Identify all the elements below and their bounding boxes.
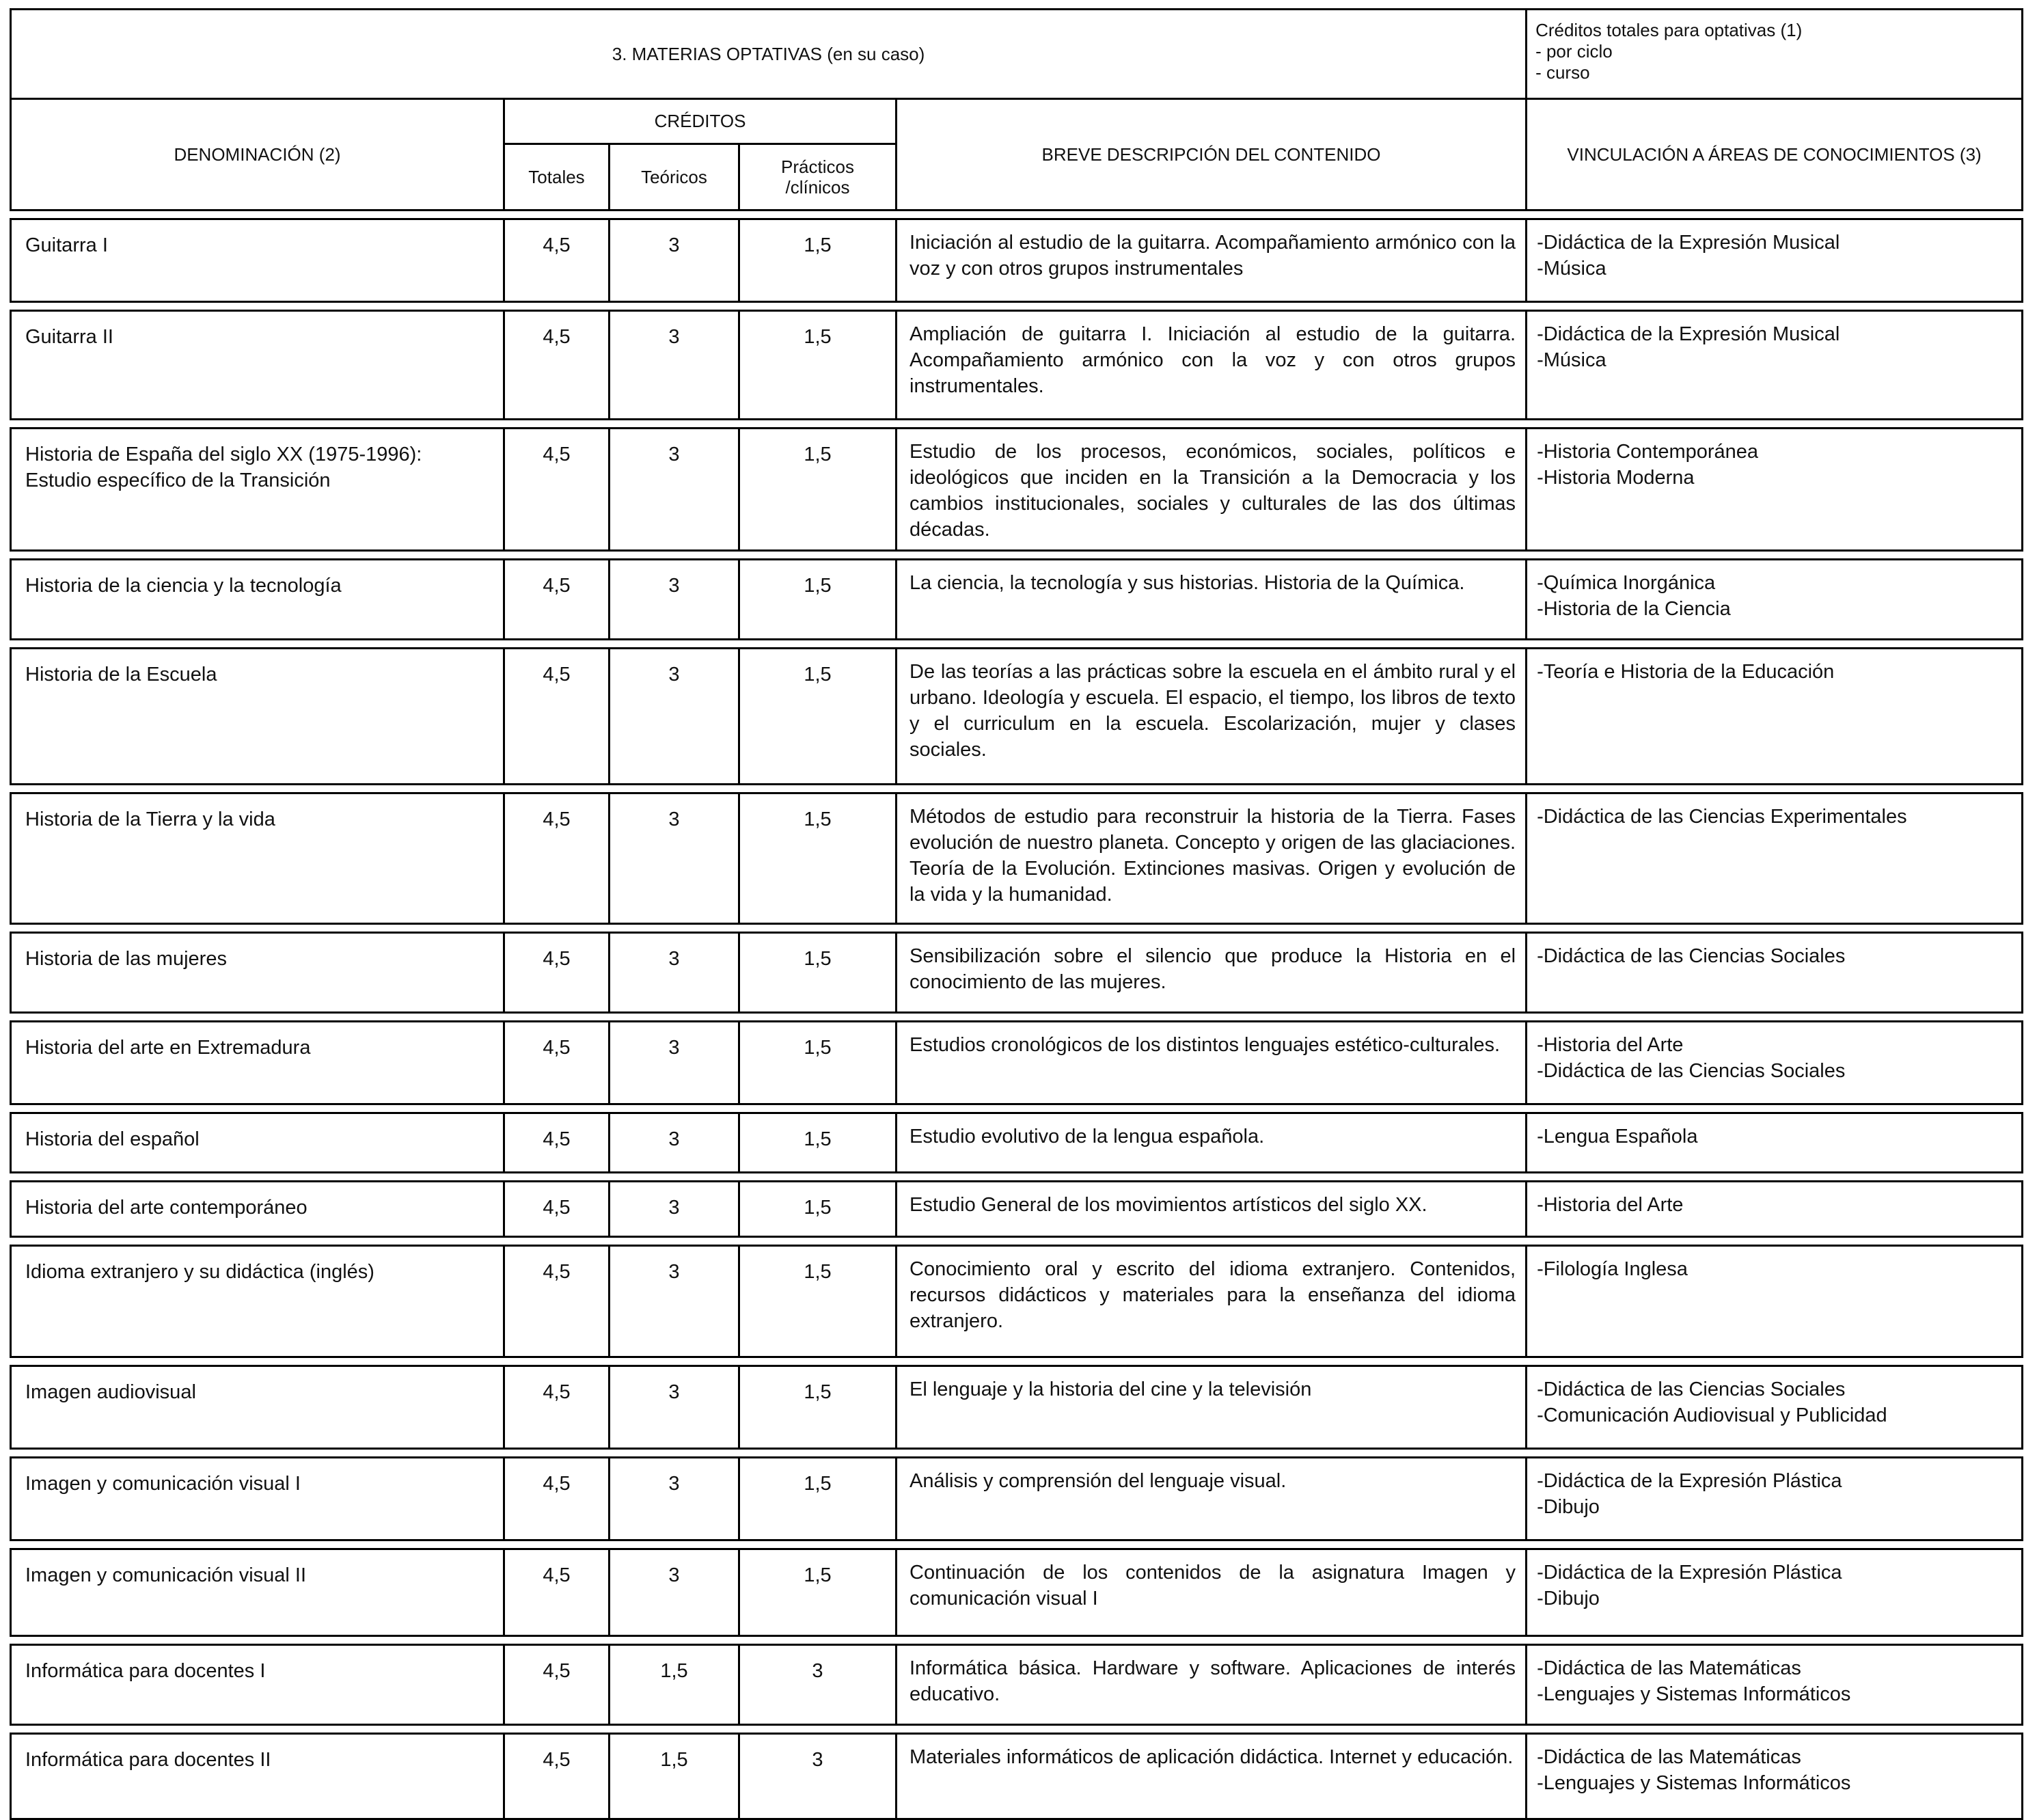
knowledge-areas: [1527, 1022, 2023, 1104]
knowledge-area-item: -Dibujo: [1537, 1588, 1600, 1610]
knowledge-area-item: -Didáctica de las Ciencias Sociales: [1537, 1378, 1846, 1400]
credits-practicos: 1,5: [739, 1458, 897, 1540]
header-creditos: CRÉDITOS: [504, 99, 897, 144]
credits-totales: 4,5: [504, 1734, 610, 1819]
knowledge-area-item: -Historia Contemporánea: [1537, 441, 1759, 463]
subject-name: Historia de España del siglo XX (1975-1996): Estudio específico de la Transición: [11, 429, 504, 551]
credits-practicos: 1,5: [739, 311, 897, 420]
table-row: [11, 793, 2023, 924]
subject-name: Historia del español: [11, 1113, 504, 1173]
content-description: La ciencia, la tecnología y sus historias. Historia de la Química.: [897, 560, 1527, 640]
credits-teoricos: 3: [610, 1022, 739, 1104]
content-description: Sensibilización sobre el silencio que produce la Historia en el conocimiento de las mujeres.: [897, 933, 1527, 1013]
table-row: [11, 649, 2023, 785]
credits-practicos: 1,5: [739, 1246, 897, 1357]
credits-practicos: 1,5: [739, 1182, 897, 1237]
credits-practicos: 1,5: [739, 1366, 897, 1449]
credits-teoricos: 3: [610, 429, 739, 551]
subject-name: Imagen y comunicación visual II: [11, 1549, 504, 1636]
knowledge-area-item: -Lenguajes y Sistemas Informáticos: [1537, 1772, 1851, 1794]
subject-name: Historia de las mujeres: [11, 933, 504, 1013]
knowledge-areas: [1527, 1734, 2023, 1819]
row-gap: [11, 210, 2023, 219]
credits-practicos: 1,5: [739, 1022, 897, 1104]
credits-teoricos: 3: [610, 649, 739, 785]
knowledge-area-item: -Didáctica de las Ciencias Experimentales: [1537, 806, 1907, 828]
credits-teoricos: 3: [610, 219, 739, 302]
credits-totales: 4,5: [504, 933, 610, 1013]
knowledge-area-item: -Lenguajes y Sistemas Informáticos: [1537, 1683, 1851, 1705]
knowledge-area-item: -Dibujo: [1537, 1496, 1600, 1518]
knowledge-area-item: -Didáctica de la Expresión Plástica: [1537, 1470, 1842, 1492]
content-description: Informática básica. Hardware y software. Aplicaciones de interés educativo.: [897, 1645, 1527, 1725]
knowledge-areas: [1527, 1246, 2023, 1357]
knowledge-area-item: -Didáctica de las Matemáticas: [1537, 1746, 1801, 1768]
knowledge-areas: [1527, 560, 2023, 640]
content-description: El lenguaje y la historia del cine y la televisión: [897, 1366, 1527, 1449]
credits-teoricos: 3: [610, 560, 739, 640]
subject-name: Imagen audiovisual: [11, 1366, 504, 1449]
credits-totales: 4,5: [504, 1182, 610, 1237]
row-gap-cell: [11, 1173, 2023, 1182]
knowledge-area-item: -Música: [1537, 349, 1606, 371]
content-description: Continuación de los contenidos de la asignatura Imagen y comunicación visual I: [897, 1549, 1527, 1636]
knowledge-areas: [1527, 1113, 2023, 1173]
row-gap-cell: [11, 924, 2023, 933]
credits-teoricos: 3: [610, 1182, 739, 1237]
row-gap: [11, 1540, 2023, 1549]
header-descripcion: BREVE DESCRIPCIÓN DEL CONTENIDO: [897, 99, 1527, 210]
knowledge-areas: [1527, 933, 2023, 1013]
row-gap: [11, 1636, 2023, 1645]
credits-teoricos: 1,5: [610, 1734, 739, 1819]
table-row: [11, 1645, 2023, 1725]
content-description: Estudio evolutivo de la lengua española.: [897, 1113, 1527, 1173]
knowledge-area-item: -Teoría e Historia de la Educación: [1537, 661, 1835, 683]
subject-name: Historia del arte contemporáneo: [11, 1182, 504, 1237]
table-row: [11, 311, 2023, 420]
knowledge-area-item: -Historia del Arte: [1537, 1194, 1684, 1216]
subject-name: Historia de la Escuela: [11, 649, 504, 785]
credits-totales: 4,5: [504, 1366, 610, 1449]
subject-name: Informática para docentes II: [11, 1734, 504, 1819]
credits-totales: 4,5: [504, 219, 610, 302]
content-description: Iniciación al estudio de la guitarra. Acompañamiento armónico con la voz y con otros grupos instrumentales: [897, 219, 1527, 302]
knowledge-areas: [1527, 1549, 2023, 1636]
credits-total-line: - curso: [1535, 62, 1590, 83]
knowledge-areas: [1527, 1366, 2023, 1449]
credits-teoricos: 3: [610, 1246, 739, 1357]
content-description: Métodos de estudio para reconstruir la historia de la Tierra. Fases evolución de nuestro planeta. Concepto y origen de las glaciaciones. Teoría de la Evolución. Extinciones masivas. Origen y evolución de la vida y la humanidad.: [897, 793, 1527, 924]
credits-teoricos: 3: [610, 1113, 739, 1173]
row-gap: [11, 1104, 2023, 1113]
header-teoricos: Teóricos: [610, 144, 739, 210]
content-description: Análisis y comprensión del lenguaje visual.: [897, 1458, 1527, 1540]
knowledge-area-item: -Música: [1537, 258, 1606, 280]
row-gap-cell: [11, 1357, 2023, 1366]
subject-name: Historia de la Tierra y la vida: [11, 793, 504, 924]
row-gap-cell: [11, 210, 2023, 219]
header-practicos-line2: /clínicos: [785, 177, 850, 198]
knowledge-area-item: -Didáctica de la Expresión Musical: [1537, 232, 1840, 254]
table-row: [11, 219, 2023, 302]
credits-practicos: 3: [739, 1645, 897, 1725]
row-gap-cell: [11, 1725, 2023, 1734]
credits-totales: 4,5: [504, 1022, 610, 1104]
table-row: [11, 1366, 2023, 1449]
row-gap-cell: [11, 1449, 2023, 1458]
subject-name: Guitarra II: [11, 311, 504, 420]
credits-practicos: 1,5: [739, 649, 897, 785]
credits-practicos: 1,5: [739, 560, 897, 640]
content-description: Ampliación de guitarra I. Iniciación al estudio de la guitarra. Acompañamiento armónico con la voz y con otros grupos instrumentales.: [897, 311, 1527, 420]
content-description: Estudio General de los movimientos artísticos del siglo XX.: [897, 1182, 1527, 1237]
table-row: [11, 1022, 2023, 1104]
row-gap-cell: [11, 1636, 2023, 1645]
subject-name: Historia del arte en Extremadura: [11, 1022, 504, 1104]
credits-practicos: 1,5: [739, 1113, 897, 1173]
row-gap-cell: [11, 640, 2023, 649]
knowledge-areas: [1527, 219, 2023, 302]
credits-practicos: 3: [739, 1734, 897, 1819]
row-gap: [11, 1237, 2023, 1246]
row-gap: [11, 640, 2023, 649]
table-row: [11, 933, 2023, 1013]
knowledge-area-item: -Filología Inglesa: [1537, 1258, 1688, 1280]
table-row: [11, 1549, 2023, 1636]
header-totales: Totales: [504, 144, 610, 210]
credits-teoricos: 3: [610, 933, 739, 1013]
table-row: [11, 1458, 2023, 1540]
subject-name: Informática para docentes I: [11, 1645, 504, 1725]
knowledge-area-item: -Historia Moderna: [1537, 467, 1695, 489]
credits-totales: 4,5: [504, 649, 610, 785]
credits-totales: 4,5: [504, 1113, 610, 1173]
knowledge-area-item: -Didáctica de la Expresión Musical: [1537, 323, 1840, 345]
knowledge-areas: [1527, 793, 2023, 924]
row-gap: [11, 924, 2023, 933]
table-row: [11, 1113, 2023, 1173]
header-vinculacion: VINCULACIÓN A ÁREAS DE CONOCIMIENTOS (3): [1527, 99, 2023, 210]
credits-teoricos: 1,5: [610, 1645, 739, 1725]
row-gap: [11, 1357, 2023, 1366]
section-title: 3. MATERIAS OPTATIVAS (en su caso): [11, 10, 1527, 99]
row-gap: [11, 302, 2023, 311]
credits-total-line: Créditos totales para optativas (1): [1535, 20, 1803, 40]
knowledge-areas: [1527, 1458, 2023, 1540]
credits-teoricos: 3: [610, 1549, 739, 1636]
row-gap-cell: [11, 1540, 2023, 1549]
credits-practicos: 1,5: [739, 429, 897, 551]
table-row: [11, 1246, 2023, 1357]
credits-practicos: 1,5: [739, 219, 897, 302]
knowledge-area-item: -Lengua Española: [1537, 1126, 1698, 1147]
credits-practicos: 1,5: [739, 1549, 897, 1636]
credits-totales: 4,5: [504, 793, 610, 924]
knowledge-areas: [1527, 1645, 2023, 1725]
row-gap-cell: [11, 1013, 2023, 1022]
credits-teoricos: 3: [610, 793, 739, 924]
knowledge-areas: [1527, 649, 2023, 785]
row-gap-cell: [11, 785, 2023, 793]
header-practicos: [739, 144, 897, 210]
knowledge-areas: [1527, 429, 2023, 551]
header-denominacion: DENOMINACIÓN (2): [11, 99, 504, 210]
credits-teoricos: 3: [610, 1366, 739, 1449]
subject-name: Historia de la ciencia y la tecnología: [11, 560, 504, 640]
row-gap: [11, 551, 2023, 560]
knowledge-area-item: -Química Inorgánica: [1537, 572, 1716, 594]
table-row: [11, 560, 2023, 640]
content-description: Estudios cronológicos de los distintos lenguajes estético-culturales.: [897, 1022, 1527, 1104]
row-gap-cell: [11, 302, 2023, 311]
credits-practicos: 1,5: [739, 793, 897, 924]
credits-teoricos: 3: [610, 1458, 739, 1540]
header-practicos-line1: Prácticos: [781, 157, 854, 178]
row-gap-cell: [11, 1237, 2023, 1246]
row-gap-cell: [11, 420, 2023, 429]
knowledge-area-item: -Didáctica de las Matemáticas: [1537, 1657, 1801, 1679]
knowledge-areas: [1527, 311, 2023, 420]
credits-totales: 4,5: [504, 1246, 610, 1357]
knowledge-area-item: -Historia del Arte: [1537, 1034, 1684, 1056]
knowledge-area-item: -Comunicación Audiovisual y Publicidad: [1537, 1404, 1887, 1426]
content-description: Conocimiento oral y escrito del idioma extranjero. Contenidos, recursos didácticos y materiales para la enseñanza del idioma extranjero.: [897, 1246, 1527, 1357]
row-gap: [11, 1013, 2023, 1022]
credits-totales: 4,5: [504, 1549, 610, 1636]
row-gap-cell: [11, 551, 2023, 560]
credits-totales: 4,5: [504, 560, 610, 640]
content-description: De las teorías a las prácticas sobre la escuela en el ámbito rural y el urbano. Ideología y escuela. El espacio, el tiempo, los libros de texto y el curriculum en la escuela. Escolarización, mujer y clases sociales.: [897, 649, 1527, 785]
credits-totales: 4,5: [504, 1645, 610, 1725]
credits-teoricos: 3: [610, 311, 739, 420]
credits-totales: 4,5: [504, 311, 610, 420]
credits-total-line: - por ciclo: [1535, 41, 1613, 62]
row-gap: [11, 420, 2023, 429]
optional-subjects-table: [10, 8, 2023, 1820]
table-row: [11, 1182, 2023, 1237]
knowledge-area-item: -Historia de la Ciencia: [1537, 598, 1731, 620]
row-gap-cell: [11, 1104, 2023, 1113]
subject-name: Guitarra I: [11, 219, 504, 302]
credits-practicos: 1,5: [739, 933, 897, 1013]
credits-total-cell: [1527, 10, 2023, 99]
knowledge-area-item: -Didáctica de la Expresión Plástica: [1537, 1562, 1842, 1584]
content-description: Estudio de los procesos, económicos, sociales, políticos e ideológicos que inciden en la Transición a la Democracia y los cambios institucionales, sociales y culturales de las dos últimas décadas.: [897, 429, 1527, 551]
knowledge-areas: [1527, 1182, 2023, 1237]
subject-name: Idioma extranjero y su didáctica (inglés): [11, 1246, 504, 1357]
content-description: Materiales informáticos de aplicación didáctica. Internet y educación.: [897, 1734, 1527, 1819]
row-gap: [11, 785, 2023, 793]
subject-name: Imagen y comunicación visual I: [11, 1458, 504, 1540]
credits-totales: 4,5: [504, 429, 610, 551]
table-row: [11, 429, 2023, 551]
row-gap: [11, 1449, 2023, 1458]
knowledge-area-item: -Didáctica de las Ciencias Sociales: [1537, 945, 1846, 967]
row-gap: [11, 1725, 2023, 1734]
row-gap: [11, 1173, 2023, 1182]
knowledge-area-item: -Didáctica de las Ciencias Sociales: [1537, 1060, 1846, 1082]
table-row: [11, 1734, 2023, 1819]
credits-totales: 4,5: [504, 1458, 610, 1540]
